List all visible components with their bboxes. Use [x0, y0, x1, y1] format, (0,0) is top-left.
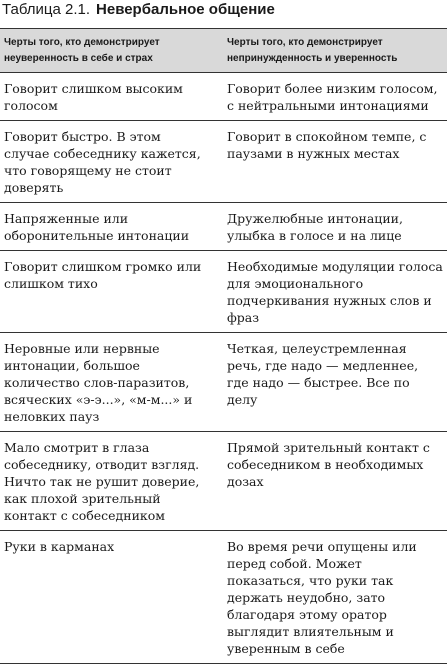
header-insecure-traits: Черты того, кто демонстрирует неуверенность в себе и страх [0, 29, 219, 73]
table-title [2, 0, 275, 24]
table-row [0, 73, 447, 121]
table-row [0, 432, 447, 531]
insecure-trait-cell: Говорит быстро. В этом случае собеседнику кажется, что говорящему не стоит доверять [0, 121, 219, 203]
table-row [0, 203, 447, 251]
table-row [0, 333, 447, 432]
table-number: Таблица 2.1. [2, 1, 91, 18]
table-row [0, 531, 447, 664]
insecure-trait-cell: Неровные или нервные интонации, большое количество слов-паразитов, всяческих «э-э...», «м-м...» и неловких пауз [0, 333, 219, 432]
table-row [0, 121, 447, 203]
comparison-table [0, 28, 447, 664]
header-confident-traits: Черты того, кто демонстрирует непринужденность и уверенность [219, 29, 447, 73]
confident-trait-cell: Говорит в спокойном темпе, с паузами в нужных местах [219, 121, 447, 203]
confident-trait-cell: Четкая, целеустремленная речь, где надо — медленнее, где надо — быстрее. Все по делу [219, 333, 447, 432]
confident-trait-cell: Прямой зрительный контакт с собеседником в необходимых дозах [219, 432, 447, 531]
insecure-trait-cell: Говорит слишком высоким голосом [0, 73, 219, 121]
confident-trait-cell: Дружелюбные интонации, улыбка в голосе и на лице [219, 203, 447, 251]
table-name: Невербальное общение [96, 1, 275, 18]
insecure-trait-cell: Руки в карманах [0, 531, 219, 664]
insecure-trait-cell: Говорит слишком громко или слишком тихо [0, 251, 219, 333]
insecure-trait-cell: Напряженные или оборонительные интонации [0, 203, 219, 251]
header-row [0, 29, 447, 73]
confident-trait-cell: Говорит более низким голосом, с нейтральными интонациями [219, 73, 447, 121]
table-row [0, 251, 447, 333]
confident-trait-cell: Необходимые модуляции голоса для эмоционального подчеркивания нужных слов и фраз [219, 251, 447, 333]
insecure-trait-cell: Мало смотрит в глаза собеседнику, отводит взгляд. Ничто так не рушит доверие, как плохой зрительный контакт с собеседником [0, 432, 219, 531]
confident-trait-cell: Во время речи опущены или перед собой. Может показаться, что руки так держать неудобно, зато благодаря этому оратор выглядит влиятельным и уверенным в себе [219, 531, 447, 664]
